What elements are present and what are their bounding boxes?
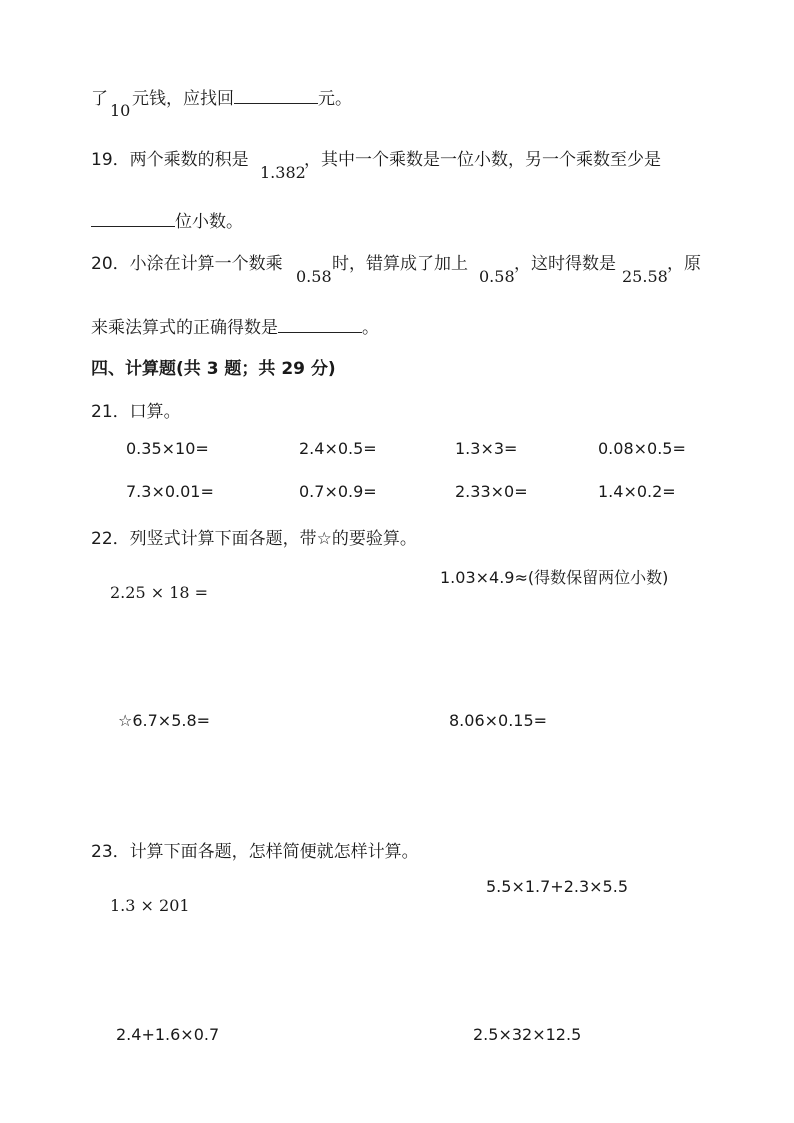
- q23-expr2: 5.5×1.7+2.3×5.5: [486, 877, 628, 896]
- q20-text-d: ，原: [667, 254, 701, 274]
- q19-number: 19．: [91, 150, 130, 170]
- q21-item: 2.33×0=: [455, 482, 528, 501]
- q20-num3: 25.58: [622, 267, 668, 286]
- q20-text-c: ，这时得数是: [514, 254, 616, 274]
- q20-number: 20．: [91, 254, 130, 274]
- q18-answer-blank[interactable]: [234, 85, 318, 104]
- q21-item: 0.08×0.5=: [598, 439, 686, 458]
- q19-line1: [91, 145, 249, 170]
- q23-number: 23．: [91, 842, 130, 862]
- q19-text-a: 两个乘数的积是: [129, 150, 249, 170]
- q22-title-text: 列竖式计算下面各题，带☆的要验算。: [129, 529, 417, 549]
- q22-title: [91, 524, 417, 549]
- section-heading: 四、计算题(共 3 题；共 29 分): [91, 359, 336, 379]
- q22-number: 22．: [91, 529, 130, 549]
- q22-expr4: 8.06×0.15=: [449, 711, 548, 730]
- q23-title: [91, 837, 419, 862]
- q21-item: 1.3×3=: [455, 439, 518, 458]
- q20-line2-prefix: 来乘法算式的正确得数是: [91, 318, 278, 338]
- q22-expr2: 1.03×4.9≈(得数保留两位小数): [440, 568, 669, 587]
- q20-text-b: 时，错算成了加上: [332, 254, 468, 274]
- q18-line: [91, 84, 108, 109]
- q19-line2: [91, 207, 243, 232]
- q19-text-b: ，其中一个乘数是一位小数，另一个乘数至少是: [304, 150, 661, 170]
- q20-line2-suffix: 。: [362, 318, 379, 338]
- q18-prefix: 了: [91, 89, 108, 109]
- q22-expr1: 2.25 × 18 =: [110, 583, 209, 602]
- q23-expr1: 1.3 × 201: [110, 896, 190, 915]
- q18-inline-number: 10: [110, 101, 131, 120]
- q18-suffix: 元。: [318, 89, 352, 109]
- q20-num2: 0.58: [479, 267, 515, 286]
- q21-number: 21．: [91, 402, 130, 422]
- q21-item: 2.4×0.5=: [299, 439, 377, 458]
- q21-item: 1.4×0.2=: [598, 482, 676, 501]
- q18-rest: [132, 84, 352, 109]
- q21-item: 0.7×0.9=: [299, 482, 377, 501]
- q19-answer-blank[interactable]: [91, 208, 175, 227]
- q23-expr3: 2.4+1.6×0.7: [116, 1025, 220, 1044]
- q21-item: 7.3×0.01=: [126, 482, 214, 501]
- q23-expr4: 2.5×32×12.5: [473, 1025, 582, 1044]
- q21-title: [91, 397, 181, 422]
- q19-line2-suffix: 位小数。: [175, 212, 243, 232]
- q22-expr3: ☆6.7×5.8=: [118, 711, 211, 730]
- q20-num1: 0.58: [296, 267, 332, 286]
- q20-line1-start: [91, 249, 283, 274]
- q18-middle: 元钱，应找回: [132, 89, 234, 109]
- q20-answer-blank[interactable]: [278, 314, 362, 333]
- q20-text-a: 小涂在计算一个数乘: [129, 254, 283, 274]
- q19-line1-rest: [304, 145, 661, 170]
- q19-inline-number: 1.382: [260, 163, 306, 182]
- q21-title-text: 口算。: [129, 402, 181, 422]
- q23-title-text: 计算下面各题，怎样简便就怎样计算。: [129, 842, 419, 862]
- q21-item: 0.35×10=: [126, 439, 209, 458]
- q20-line2: [91, 313, 379, 338]
